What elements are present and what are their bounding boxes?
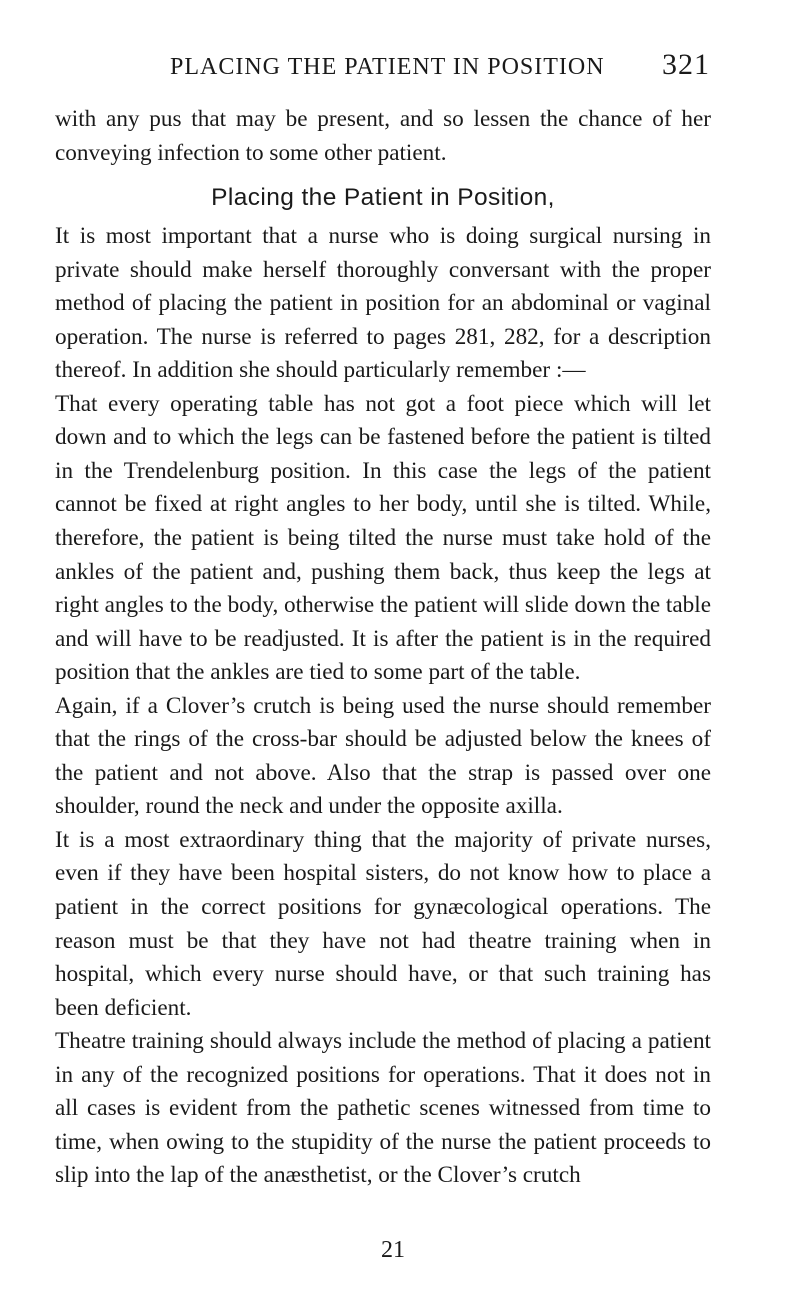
running-head (170, 46, 710, 86)
paragraph-theatre-training: Theatre training should always include the method of placing a patient in any of the recognized positions for operations. That it does not in all cases is evident from the pathetic scenes witnessed from time to time, when owing to the stupidity of the nurse the patient proceeds to slip into the lap of the anæsthetist, or the Clover’s crutch (55, 1028, 711, 1189)
opening-paragraph: with any pus that may be present, and so lessen the chance of her conveying infection to some other patient. (55, 106, 711, 166)
paragraph-foot-piece: That every operating table has not got a foot piece which will let down and to which the legs can be fastened before the patient is tilted in the Trendelenburg position. In this case the legs of the patient cannot be fixed at right angles to her body, until she is tilted. While, therefore, the patient is being tilted the nurse must take hold of the ankles of the patient and, pushing them back, thus keep the legs at right angles to the body, otherwise the patient will slide down the table and will have to be readjusted. It is after the patient is in the required position that the ankles are tied to some part of the table. (55, 390, 711, 686)
running-head-title: PLACING THE PATIENT IN POSITION (170, 54, 605, 80)
section-heading: Placing the Patient in Position, (211, 184, 555, 212)
paragraph-importance: It is most important that a nurse who is doing surgical nursing in private should make herself thoroughly conversant with the proper method of placing the patient in position for an abdominal or vaginal operation. The nurse is referred to pages 281, 282, for a description thereof. In addition she should particularly remember :— (55, 223, 711, 384)
paragraph-clovers-crutch: Again, if a Clover’s crutch is being used the nurse should remember that the rings of the cross-bar should be adjusted below the knees of the patient and not above. Also that the strap is passed over one shoulder, round the neck and under the opposite axilla. (55, 692, 711, 820)
page-number: 321 (662, 48, 710, 81)
body-text (55, 103, 711, 1193)
paragraph-private-nurses: It is a most extraordinary thing that the majority of private nurses, even if they have been hospital sisters, do not know how to place a patient in the correct positions for gynæcological operations. The reason must be that they have not had theatre training when in hospital, which every nurse should have, or that such training has been deficient. (55, 826, 711, 1021)
signature-mark: 21 (381, 1237, 405, 1263)
